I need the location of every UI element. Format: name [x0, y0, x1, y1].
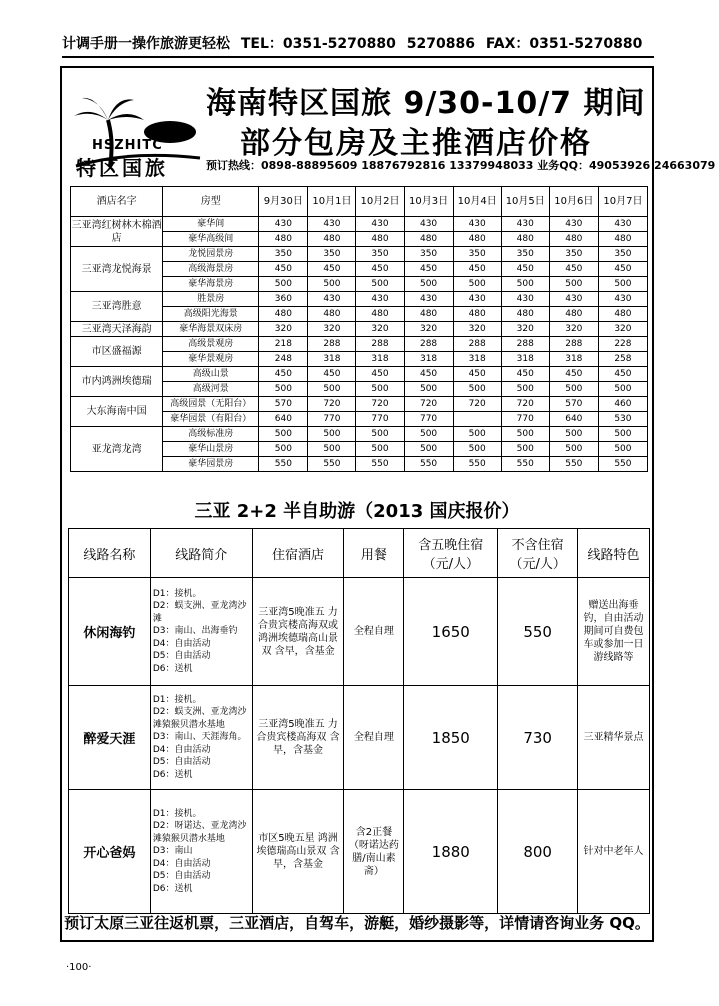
hotel-name-cell: 三亚湾红树林木棉酒店 [71, 217, 163, 247]
room-type-cell: 高级山景 [163, 367, 259, 382]
hotel-col-header: 9月30日 [259, 187, 308, 217]
price-cell: 500 [453, 427, 501, 442]
price-cell: 318 [404, 352, 453, 367]
price-cell: 500 [453, 442, 501, 457]
hotel-col-header: 房型 [163, 187, 259, 217]
price-cell: 450 [404, 262, 453, 277]
price-cell: 500 [356, 427, 404, 442]
itinerary-line: D4：自由活动 [152, 858, 211, 869]
price-cell: 500 [501, 382, 549, 397]
tel2-label: 5270886 [406, 36, 475, 52]
price-cell: 450 [308, 262, 356, 277]
price-cell: 550 [453, 457, 501, 472]
tel-label: TEL：0351-5270880 [240, 36, 396, 52]
feature-cell: 三亚精华景点 [578, 686, 650, 790]
itinerary-line: D3：南山 [152, 846, 193, 857]
price-cell: 320 [356, 322, 404, 337]
price-cell: 318 [453, 352, 501, 367]
price-cell: 720 [356, 397, 404, 412]
itinerary-line: D1：接机。 [152, 694, 202, 705]
price-cell: 450 [598, 367, 647, 382]
room-type-cell: 豪华园景房 [163, 457, 259, 472]
room-type-cell: 豪华海景房 [163, 277, 259, 292]
hotel-price-table [70, 186, 648, 472]
route-col-header: 不含住宿 （元/人） [498, 529, 578, 578]
price-without-stay-cell: 800 [498, 790, 578, 914]
price-cell: 450 [598, 262, 647, 277]
price-cell: 480 [598, 232, 647, 247]
itinerary-line: D5：自由活动 [152, 871, 211, 882]
price-with-stay-cell: 1650 [404, 578, 498, 686]
hotel-name-cell: 市内鸿洲埃德瑞 [71, 367, 163, 397]
hotel-table-header [71, 187, 648, 217]
hotel-cell: 三亚湾5晚准五 力合贵宾楼高海双或鸿洲埃德瑞高山景双 含早，含基金 [252, 578, 344, 686]
itinerary-line: D6：送机 [152, 769, 193, 780]
meal-cell: 全程自理 [344, 578, 404, 686]
price-cell: 350 [308, 247, 356, 262]
hotel-col-header: 10月1日 [308, 187, 356, 217]
price-with-stay-cell: 1880 [404, 790, 498, 914]
route-table-header [69, 529, 650, 578]
itinerary-line: D6：送机 [152, 883, 193, 894]
price-cell: 570 [549, 397, 598, 412]
room-type-cell: 高级阳光海景 [163, 307, 259, 322]
table-row [71, 322, 648, 337]
page-title-line1: 海南特区国旅 9/30-10/7 期间 [206, 86, 646, 121]
price-cell: 450 [501, 262, 549, 277]
price-cell: 350 [549, 247, 598, 262]
route-name-cell: 休闲海钓 [69, 578, 151, 686]
price-without-stay-cell: 730 [498, 686, 578, 790]
price-cell: 550 [356, 457, 404, 472]
price-cell: 450 [308, 367, 356, 382]
route-price-table [68, 528, 650, 914]
price-cell: 288 [549, 337, 598, 352]
route-name-cell: 开心爸妈 [69, 790, 151, 914]
price-without-stay-cell: 550 [498, 578, 578, 686]
price-cell: 318 [501, 352, 549, 367]
price-cell: 500 [549, 427, 598, 442]
hotel-cell: 三亚湾5晚准五 力合贵宾楼高海双 含早，含基金 [252, 686, 344, 790]
price-cell: 450 [549, 262, 598, 277]
itinerary-line: D1：接机。 [152, 808, 202, 819]
price-cell: 430 [598, 292, 647, 307]
price-cell: 500 [501, 427, 549, 442]
price-cell: 530 [598, 412, 647, 427]
room-type-cell: 高级标准房 [163, 427, 259, 442]
itinerary-line: D3：南山、天涯海角。 [152, 732, 247, 743]
price-cell: 500 [501, 442, 549, 457]
price-cell: 320 [598, 322, 647, 337]
price-cell: 500 [356, 382, 404, 397]
price-cell: 500 [598, 382, 647, 397]
price-cell: 500 [308, 427, 356, 442]
price-cell: 430 [453, 292, 501, 307]
table-row [69, 686, 650, 790]
price-cell: 350 [453, 247, 501, 262]
hotel-name-cell: 亚龙湾龙湾 [71, 427, 163, 472]
hotel-col-header: 10月5日 [501, 187, 549, 217]
page-number: ·100· [66, 962, 92, 973]
room-type-cell: 高级河景 [163, 382, 259, 397]
price-cell: 350 [404, 247, 453, 262]
room-type-cell: 豪华景观房 [163, 352, 259, 367]
price-cell: 570 [259, 397, 308, 412]
price-cell: 480 [453, 232, 501, 247]
price-cell: 430 [259, 217, 308, 232]
price-cell: 430 [356, 217, 404, 232]
price-with-stay-cell: 1850 [404, 686, 498, 790]
room-type-cell: 高级海景房 [163, 262, 259, 277]
price-cell: 430 [598, 217, 647, 232]
price-cell: 500 [549, 277, 598, 292]
price-cell: 480 [501, 307, 549, 322]
hotel-col-header: 10月6日 [549, 187, 598, 217]
room-type-cell: 豪华间 [163, 217, 259, 232]
price-cell: 770 [404, 412, 453, 427]
price-cell: 640 [259, 412, 308, 427]
price-cell: 500 [598, 277, 647, 292]
price-cell: 500 [549, 442, 598, 457]
room-type-cell: 豪华园景（有阳台） [163, 412, 259, 427]
itinerary-line: D3：南山、出海垂钓 [152, 626, 238, 637]
price-cell: 320 [453, 322, 501, 337]
hotel-cell: 市区5晚五星 鸿洲埃德瑞高山景双 含早，含基金 [252, 790, 344, 914]
price-cell: 320 [259, 322, 308, 337]
price-cell: 770 [308, 412, 356, 427]
price-cell: 480 [404, 307, 453, 322]
price-cell: 770 [501, 412, 549, 427]
price-cell: 320 [308, 322, 356, 337]
price-cell: 248 [259, 352, 308, 367]
top-header-bar [62, 34, 654, 58]
route-col-header: 线路简介 [150, 529, 252, 578]
price-cell: 450 [356, 262, 404, 277]
price-cell: 450 [501, 367, 549, 382]
price-cell: 640 [549, 412, 598, 427]
price-cell: 318 [549, 352, 598, 367]
price-cell: 720 [501, 397, 549, 412]
price-cell: 320 [549, 322, 598, 337]
table-row [71, 367, 648, 382]
room-type-cell: 高级园景（无阳台） [163, 397, 259, 412]
itinerary-cell [150, 578, 252, 686]
price-cell: 550 [308, 457, 356, 472]
price-cell: 500 [259, 427, 308, 442]
route-col-header: 线路名称 [69, 529, 151, 578]
price-cell: 480 [259, 307, 308, 322]
hotel-name-cell: 市区盛福源 [71, 337, 163, 367]
price-cell: 450 [549, 367, 598, 382]
itinerary-line: D4：自由活动 [152, 744, 211, 755]
price-cell: 480 [453, 307, 501, 322]
table-row [71, 337, 648, 352]
price-cell: 430 [453, 217, 501, 232]
price-cell: 288 [453, 337, 501, 352]
price-cell: 500 [404, 277, 453, 292]
hotel-name-cell: 大东海南中国 [71, 397, 163, 427]
price-cell: 360 [259, 292, 308, 307]
itinerary-line: D2：蜈支洲、亚龙湾沙滩猿猴贝潜水基地 [152, 707, 247, 730]
price-cell: 430 [404, 292, 453, 307]
logo-text: HSZHITC [92, 138, 163, 153]
price-cell: 430 [501, 217, 549, 232]
price-cell: 258 [598, 352, 647, 367]
price-cell: 500 [549, 382, 598, 397]
price-cell: 430 [308, 217, 356, 232]
room-type-cell: 豪华海景双床房 [163, 322, 259, 337]
route-col-header: 含五晚住宿 （元/人） [404, 529, 498, 578]
route-name-cell: 醉爱天涯 [69, 686, 151, 790]
itinerary-line: D2：呀诺达、亚龙湾沙滩猿猴贝潜水基地 [152, 821, 247, 844]
itinerary-line: D1：接机。 [152, 588, 202, 599]
price-cell: 720 [453, 397, 501, 412]
price-cell: 288 [404, 337, 453, 352]
price-cell: 500 [259, 442, 308, 457]
price-cell: 460 [598, 397, 647, 412]
price-cell: 450 [404, 367, 453, 382]
price-cell: 550 [501, 457, 549, 472]
price-cell: 480 [598, 307, 647, 322]
price-cell: 218 [259, 337, 308, 352]
meal-cell: 全程自理 [344, 686, 404, 790]
hotel-name-cell: 三亚湾天泽海韵 [71, 322, 163, 337]
price-cell: 500 [259, 382, 308, 397]
logo-cn-name: 特区国旅 [76, 156, 168, 180]
price-cell: 480 [308, 232, 356, 247]
price-cell: 318 [356, 352, 404, 367]
price-cell: 430 [501, 292, 549, 307]
hotel-col-header: 10月7日 [598, 187, 647, 217]
price-cell: 550 [259, 457, 308, 472]
handbook-label: 计调手册一操作旅游更轻松 [62, 36, 230, 52]
price-cell [453, 412, 501, 427]
feature-cell: 赠送出海垂钓，自由活动期间可自费包车或参加一日游线路等 [578, 578, 650, 686]
fax-label: FAX：0351-5270880 [485, 36, 643, 52]
price-cell: 430 [308, 292, 356, 307]
hotel-col-header: 酒店名字 [71, 187, 163, 217]
price-cell: 318 [308, 352, 356, 367]
price-cell: 480 [356, 307, 404, 322]
room-type-cell: 高级景观房 [163, 337, 259, 352]
price-cell: 550 [549, 457, 598, 472]
price-cell: 430 [356, 292, 404, 307]
price-cell: 500 [308, 277, 356, 292]
price-cell: 500 [259, 277, 308, 292]
price-cell: 480 [549, 307, 598, 322]
room-type-cell: 豪华高级间 [163, 232, 259, 247]
price-cell: 430 [549, 217, 598, 232]
price-cell: 288 [501, 337, 549, 352]
price-cell: 320 [404, 322, 453, 337]
booking-hotline: 预订热线：0898-88895609 18876792816 13379948033 业务QQ：49053926 24663079 [206, 159, 716, 172]
price-cell: 480 [259, 232, 308, 247]
route-col-header: 用餐 [344, 529, 404, 578]
price-cell: 500 [308, 382, 356, 397]
meal-cell: 含2正餐（呀诺达药膳/南山素斋） [344, 790, 404, 914]
price-cell: 500 [404, 442, 453, 457]
table-row [71, 292, 648, 307]
price-cell: 350 [598, 247, 647, 262]
price-cell: 500 [453, 382, 501, 397]
price-cell: 480 [308, 307, 356, 322]
room-type-cell: 龙悦园景房 [163, 247, 259, 262]
price-cell: 550 [598, 457, 647, 472]
price-cell: 450 [453, 262, 501, 277]
route-col-header: 线路特色 [578, 529, 650, 578]
feature-cell: 针对中老年人 [578, 790, 650, 914]
price-cell: 288 [308, 337, 356, 352]
price-cell: 320 [501, 322, 549, 337]
price-cell: 500 [356, 442, 404, 457]
price-cell: 720 [308, 397, 356, 412]
price-cell: 500 [404, 427, 453, 442]
price-cell: 450 [453, 367, 501, 382]
price-cell: 430 [404, 217, 453, 232]
itinerary-line: D5：自由活动 [152, 757, 211, 768]
hotel-name-cell: 三亚湾胜意 [71, 292, 163, 322]
price-cell: 450 [356, 367, 404, 382]
itinerary-line: D4：自由活动 [152, 638, 211, 649]
price-cell: 350 [356, 247, 404, 262]
section-title-package: 三亚 2+2 半自助游（2013 国庆报价） [194, 501, 520, 522]
hotel-col-header: 10月2日 [356, 187, 404, 217]
room-type-cell: 胜景房 [163, 292, 259, 307]
page-title-line2: 部分包房及主推酒店价格 [240, 126, 592, 161]
hotel-col-header: 10月3日 [404, 187, 453, 217]
price-cell: 480 [549, 232, 598, 247]
price-cell: 500 [598, 442, 647, 457]
price-cell: 288 [356, 337, 404, 352]
price-cell: 350 [259, 247, 308, 262]
price-cell: 720 [404, 397, 453, 412]
price-cell: 500 [356, 277, 404, 292]
hotel-name-cell: 三亚湾龙悦海景 [71, 247, 163, 292]
price-cell: 350 [501, 247, 549, 262]
table-row [71, 217, 648, 232]
price-cell: 500 [404, 382, 453, 397]
price-cell: 500 [598, 427, 647, 442]
price-cell: 550 [404, 457, 453, 472]
itinerary-line: D5：自由活动 [152, 651, 211, 662]
price-cell: 450 [259, 262, 308, 277]
price-cell: 500 [501, 277, 549, 292]
table-row [69, 790, 650, 914]
price-cell: 430 [549, 292, 598, 307]
table-row [69, 578, 650, 686]
route-col-header: 住宿酒店 [252, 529, 344, 578]
room-type-cell: 豪华山景房 [163, 442, 259, 457]
table-row [71, 427, 648, 442]
price-cell: 480 [404, 232, 453, 247]
itinerary-line: D2：蜈支洲、亚龙湾沙滩 [152, 601, 247, 624]
price-cell: 770 [356, 412, 404, 427]
price-cell: 480 [356, 232, 404, 247]
table-row [71, 397, 648, 412]
footer-notice: 预订太原三亚往返机票，三亚酒店，自驾车，游艇，婚纱摄影等，详情请咨询业务 QQ。 [64, 914, 650, 932]
price-cell: 228 [598, 337, 647, 352]
hotel-col-header: 10月4日 [453, 187, 501, 217]
price-cell: 450 [259, 367, 308, 382]
itinerary-cell [150, 686, 252, 790]
price-cell: 500 [453, 277, 501, 292]
itinerary-cell [150, 790, 252, 914]
table-row [71, 247, 648, 262]
price-cell: 500 [308, 442, 356, 457]
itinerary-line: D6：送机 [152, 663, 193, 674]
price-cell: 480 [501, 232, 549, 247]
